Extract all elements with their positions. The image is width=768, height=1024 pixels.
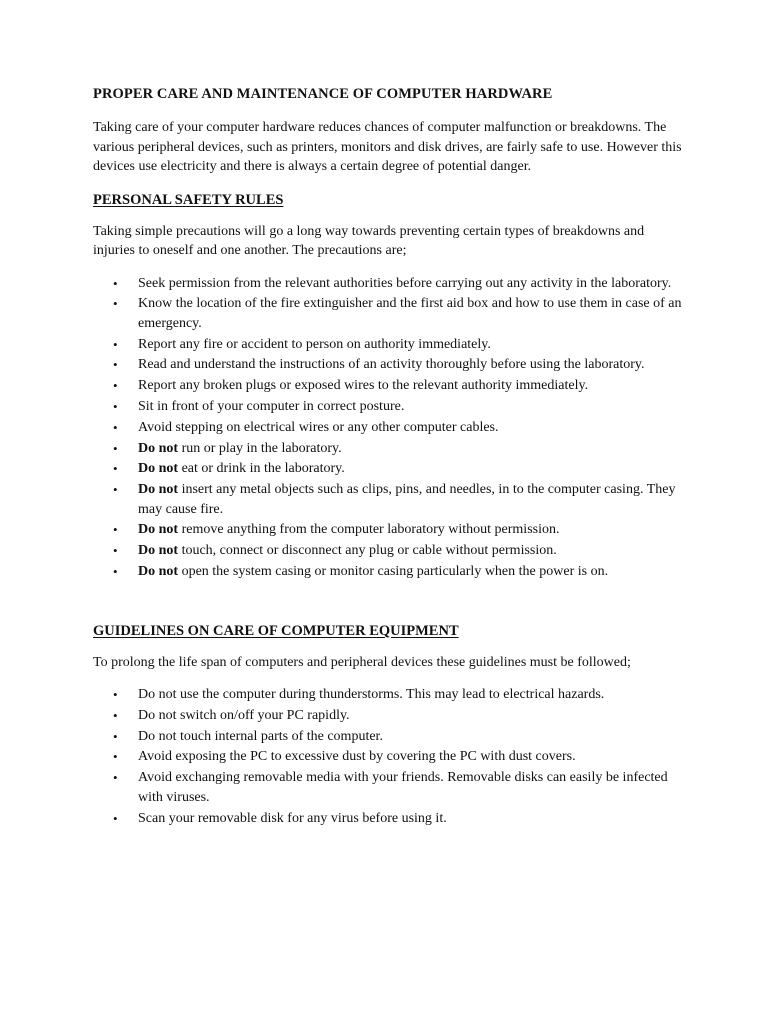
bullet-icon: • [113,707,118,723]
list-item [93,274,688,294]
list-item [93,335,688,355]
list-item [93,480,688,519]
list-item-text: Avoid stepping on electrical wires or any other computer cables. [138,419,499,435]
bullet-icon: • [113,357,118,373]
bullet-icon: • [113,810,118,826]
list-item-text: touch, connect or disconnect any plug or cable without permission. [178,543,557,559]
list-item [93,562,688,582]
list-item-text: Avoid exchanging removable media with your friends. Removable disks can easily be infected with viruses. [138,770,668,805]
document-page [93,84,688,829]
bullet-icon: • [113,336,118,352]
safety-rules-list [93,274,688,582]
document-title: PROPER CARE AND MAINTENANCE OF COMPUTER HARDWARE [93,86,553,102]
emphasis-text: Do not [138,440,179,456]
list-item [93,397,688,417]
bullet-icon: • [113,770,118,786]
list-item [93,706,688,726]
list-item-text: Seek permission from the relevant authorities before carrying out any activity in the laboratory. [138,275,672,291]
list-item-text: Scan your removable disk for any virus before using it. [138,810,447,826]
list-item-text: Read and understand the instructions of an activity thoroughly before using the laboratory. [138,357,645,373]
emphasis-text: Do not [138,543,179,559]
list-item [93,809,688,829]
intro-paragraph: Taking care of your computer hardware reduces chances of computer malfunction or breakdowns. The various peripheral devices, such as printers, monitors and disk drives, are fairly safe to use. However this devices use electricity and there is always a certain degree of potential danger. [93,120,682,174]
list-item [93,541,688,561]
list-item-text: Sit in front of your computer in correct posture. [138,398,405,414]
bullet-icon: • [113,522,118,538]
list-item [93,294,688,333]
bullet-icon: • [113,440,118,456]
list-item-text: Report any fire or accident to person on authority immediately. [138,336,491,352]
list-item-text: Know the location of the fire extinguisher and the first aid box and how to use them in case of an emergency. [138,296,682,331]
bullet-icon: • [113,749,118,765]
list-item-text: Avoid exposing the PC to excessive dust by covering the PC with dust covers. [138,749,576,765]
list-item [93,439,688,459]
list-item-text: run or play in the laboratory. [178,440,342,456]
list-item-text: remove anything from the computer laboratory without permission. [178,522,560,538]
list-item [93,520,688,540]
bullet-icon: • [113,543,118,559]
bullet-icon: • [113,461,118,477]
list-item-text: insert any metal objects such as clips, pins, and needles, in to the computer casing. They may cause fire. [138,482,676,517]
equipment-guidelines-list [93,685,688,828]
section-intro-equipment-care: To prolong the life span of computers and peripheral devices these guidelines must be followed; [93,654,631,670]
emphasis-text: Do not [138,461,179,477]
list-item [93,418,688,438]
bullet-icon: • [113,482,118,498]
bullet-icon: • [113,564,118,580]
emphasis-text: Do not [138,522,179,538]
section-heading-equipment-care: GUIDELINES ON CARE OF COMPUTER EQUIPMENT [93,622,459,639]
list-item-text: Report any broken plugs or exposed wires to the relevant authority immediately. [138,378,589,394]
emphasis-text: Do not [138,564,179,580]
section-intro-personal-safety: Taking simple precautions will go a long way towards preventing certain types of breakdowns and injuries to oneself and one another. The precautions are; [93,223,645,258]
list-item [93,459,688,479]
section-heading-personal-safety: PERSONAL SAFETY RULES [93,191,284,208]
list-item-text: open the system casing or monitor casing particularly when the power is on. [178,564,609,580]
bullet-icon: • [113,728,118,744]
list-item-text: Do not use the computer during thunderstorms. This may lead to electrical hazards. [138,687,605,703]
list-item [93,355,688,375]
bullet-icon: • [113,687,118,703]
bullet-icon: • [113,398,118,414]
bullet-icon: • [113,419,118,435]
bullet-icon: • [113,296,118,312]
list-item [93,727,688,747]
list-item-text: Do not touch internal parts of the computer. [138,728,383,744]
list-item [93,747,688,767]
bullet-icon: • [113,378,118,394]
list-item [93,376,688,396]
list-item [93,685,688,705]
list-item-text: eat or drink in the laboratory. [178,461,345,477]
list-item-text: Do not switch on/off your PC rapidly. [138,707,350,723]
list-item [93,768,688,807]
bullet-icon: • [113,275,118,291]
emphasis-text: Do not [138,482,179,498]
